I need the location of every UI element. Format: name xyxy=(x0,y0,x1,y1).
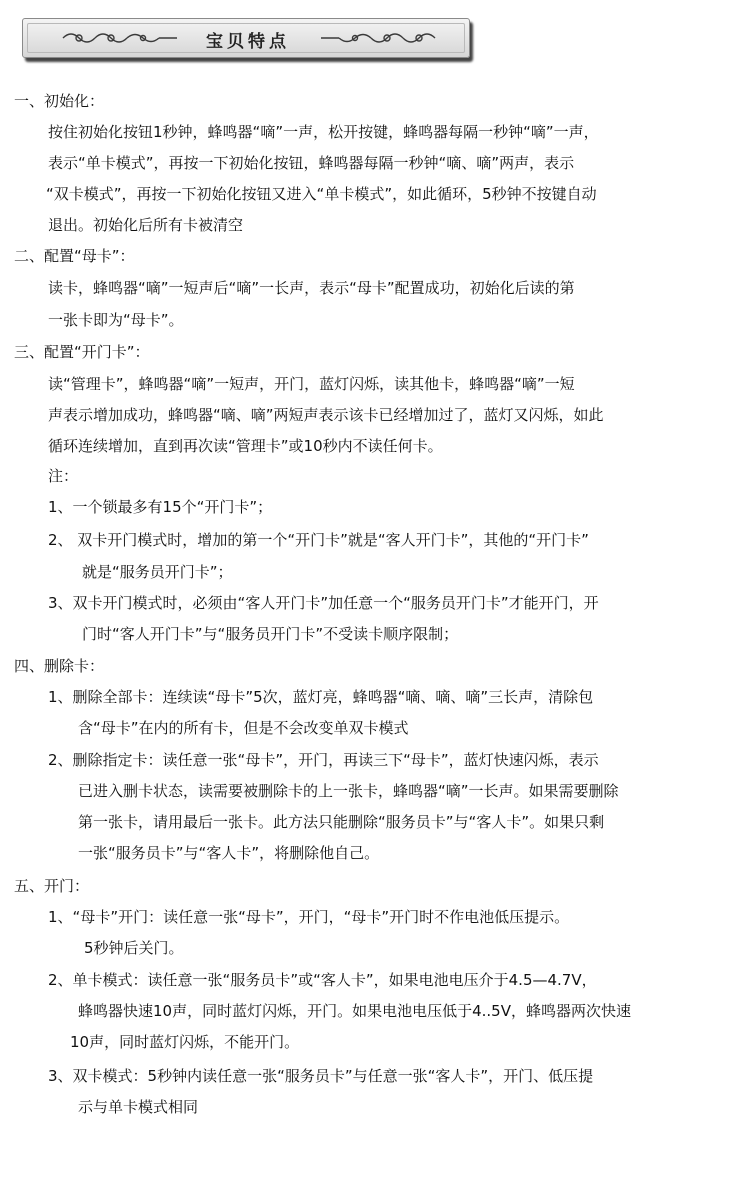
section-heading-open-card: 三、配置“开门卡”： xyxy=(14,343,150,361)
section-heading-init: 一、初始化： xyxy=(14,92,105,110)
list-item: 2、单卡模式：读任意一张“服务员卡”或“客人卡”，如果电池电压介于4.5—4.7V， xyxy=(48,971,597,989)
text-line: “双卡模式”，再按一下初始化按钮又进入“单卡模式”，如此循环，5秒钟不按键自动 xyxy=(46,185,597,203)
text-line: 退出。初始化后所有卡被清空 xyxy=(48,216,244,234)
text-line: 蜂鸣器快速10声，同时蓝灯闪烁，开门。如果电池电压低于4..5V，蜂鸣器两次快速 xyxy=(78,1002,631,1020)
section-heading-delete-card: 四、删除卡： xyxy=(14,657,105,675)
text-line: 循环连续增加，直到再次读“管理卡”或10秒内不读任何卡。 xyxy=(48,437,443,455)
note-item: 1、一个锁最多有15个“开门卡”； xyxy=(48,498,273,516)
text-line: 表示“单卡模式”，再按一下初始化按钮，蜂鸣器每隔一秒钟“嘀、嘀”两声，表示 xyxy=(48,154,575,172)
text-line: 一张“服务员卡”与“客人卡”，将删除他自己。 xyxy=(78,844,380,862)
text-line: 就是“服务员开门卡”； xyxy=(82,563,233,581)
text-line: 已进入删卡状态，读需要被删除卡的上一张卡，蜂鸣器“嘀”一长声。如果需要删除 xyxy=(78,782,619,800)
ornamental-scroll-left-icon xyxy=(61,28,179,48)
text-line: 声表示增加成功，蜂鸣器“嘀、嘀”两短声表示该卡已经增加过了，蓝灯又闪烁，如此 xyxy=(48,406,604,424)
section-heading-master-card: 二、配置“母卡”： xyxy=(14,247,135,265)
note-label: 注： xyxy=(48,467,79,485)
text-line: 10声，同时蓝灯闪烁，不能开门。 xyxy=(70,1033,300,1051)
text-line: 第一张卡，请用最后一张卡。此方法只能删除“服务员卡”与“客人卡”。如果只剩 xyxy=(78,813,605,831)
list-item: 1、删除全部卡：连续读“母卡”5次，蓝灯亮，蜂鸣器“嘀、嘀、嘀”三长声，清除包 xyxy=(48,688,594,706)
text-line: 示与单卡模式相同 xyxy=(78,1098,199,1116)
list-item: 1、“母卡”开门：读任意一张“母卡”，开门，“母卡”开门时不作电池低压提示。 xyxy=(48,908,570,926)
note-item: 2、 双卡开门模式时，增加的第一个“开门卡”就是“客人开门卡”，其他的“开门卡” xyxy=(48,531,589,549)
text-line: 读卡，蜂鸣器“嘀”一短声后“嘀”一长声，表示“母卡”配置成功，初始化后读的第 xyxy=(48,279,575,297)
text-line: 5秒钟后关门。 xyxy=(84,939,184,957)
list-item: 2、删除指定卡：读任意一张“母卡”，开门，再读三下“母卡”，蓝灯快速闪烁，表示 xyxy=(48,751,599,769)
note-item: 3、双卡开门模式时，必须由“客人开门卡”加任意一个“服务员开门卡”才能开门，开 xyxy=(48,594,599,612)
ornamental-scroll-right-icon xyxy=(319,28,437,48)
text-line: 一张卡即为“母卡”。 xyxy=(48,311,184,329)
text-line: 含“母卡”在内的所有卡，但是不会改变单双卡模式 xyxy=(78,719,409,737)
list-item: 3、双卡模式：5秒钟内读任意一张“服务员卡”与任意一张“客人卡”，开门、低压提 xyxy=(48,1067,594,1085)
text-line: 按住初始化按钮1秒钟，蜂鸣器“嘀”一声，松开按键，蜂鸣器每隔一秒钟“嘀”一声， xyxy=(48,123,599,141)
text-line: 门时“客人开门卡”与“服务员开门卡”不受读卡顺序限制； xyxy=(82,625,459,643)
text-line: 读“管理卡”，蜂鸣器“嘀”一短声，开门，蓝灯闪烁，读其他卡，蜂鸣器“嘀”一短 xyxy=(48,375,575,393)
title-banner xyxy=(22,18,470,58)
banner-title: 宝贝特点 xyxy=(206,32,290,52)
section-heading-open-door: 五、开门： xyxy=(14,877,90,895)
